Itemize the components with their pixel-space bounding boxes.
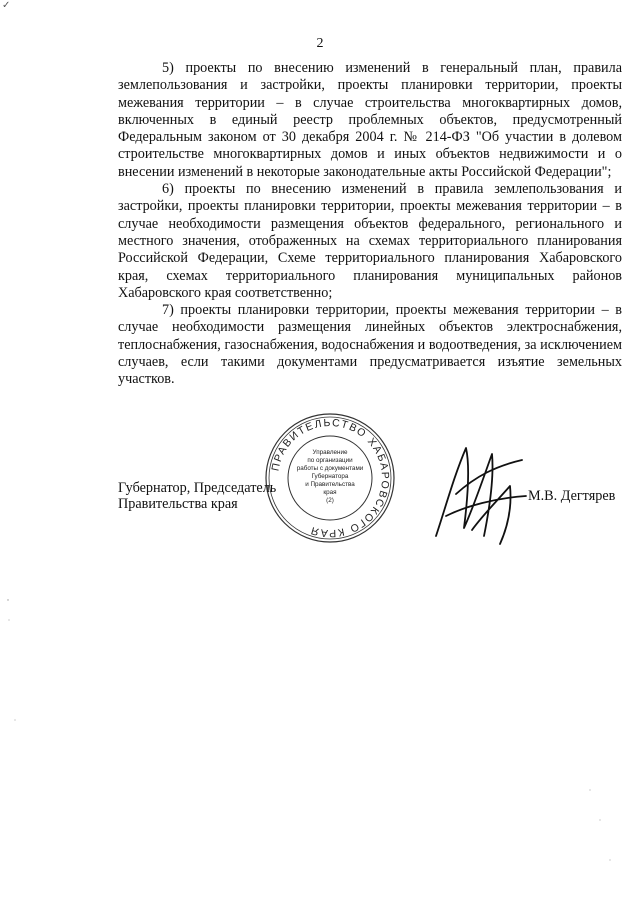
- paragraph-item-6: 6) проекты по внесению изменений в правила землепользования и застройки, проекты планировки территории, проекты межевания территории – в случае необходимости размещения объектов федерального, регионального и местного значения, отображенных на схемах территориального планирования Российской Федерации, Схеме территориального планирования Хабаровского края, схемах территориального планирования муниципальных районов Хабаровского края соответственно;: [118, 181, 622, 301]
- seal-line: работы с документами: [296, 465, 364, 472]
- seal-line: края: [323, 489, 337, 496]
- signatory-position-line: Губернатор, Председатель: [118, 480, 277, 496]
- signatory-name: М.В. Дегтярев: [528, 488, 616, 504]
- seal-line: и Правительства: [305, 481, 355, 488]
- paragraph-item-7: 7) проекты планировки территории, проекты межевания территории – в случае необходимости размещения линейных объектов электроснабжения, теплоснабжения, газоснабжения, водоснабжения и водоотведения, за исключением случаев, если такими документами предусматривается изъятие земельных участков.: [118, 302, 622, 388]
- page-number: 2: [316, 36, 324, 51]
- seal-line: Губернатора: [311, 473, 349, 480]
- seal-line: Управление: [312, 449, 348, 456]
- handwritten-signature: [426, 436, 530, 552]
- signatory-position: [118, 480, 276, 512]
- seal-line: (2): [326, 497, 334, 504]
- seal-line: по организации: [307, 457, 353, 464]
- paragraph-item-5: 5) проекты по внесению изменений в генеральный план, правила землепользования и застройки, проекты планировки территории, проекты межевания территории – в случае строительства многоквартирных домов, включенных в единый реестр проблемных объектов, предусмотренный Федеральным законом от 30 декабря 2004 г. № 214-ФЗ "Об участии в долевом строительстве многоквартирных домов и иных объектов недвижимости и о внесении изменений в некоторые законодательные акты Российской Федерации";: [118, 60, 622, 180]
- official-seal: [262, 410, 398, 546]
- signatory-position-line: Правительства края: [118, 496, 238, 512]
- seal-ring-text: ПРАВИТЕЛЬСТВО ХАБАРОВСКОГО КРАЯ: [269, 416, 392, 540]
- corner-mark: ✓: [2, 0, 11, 11]
